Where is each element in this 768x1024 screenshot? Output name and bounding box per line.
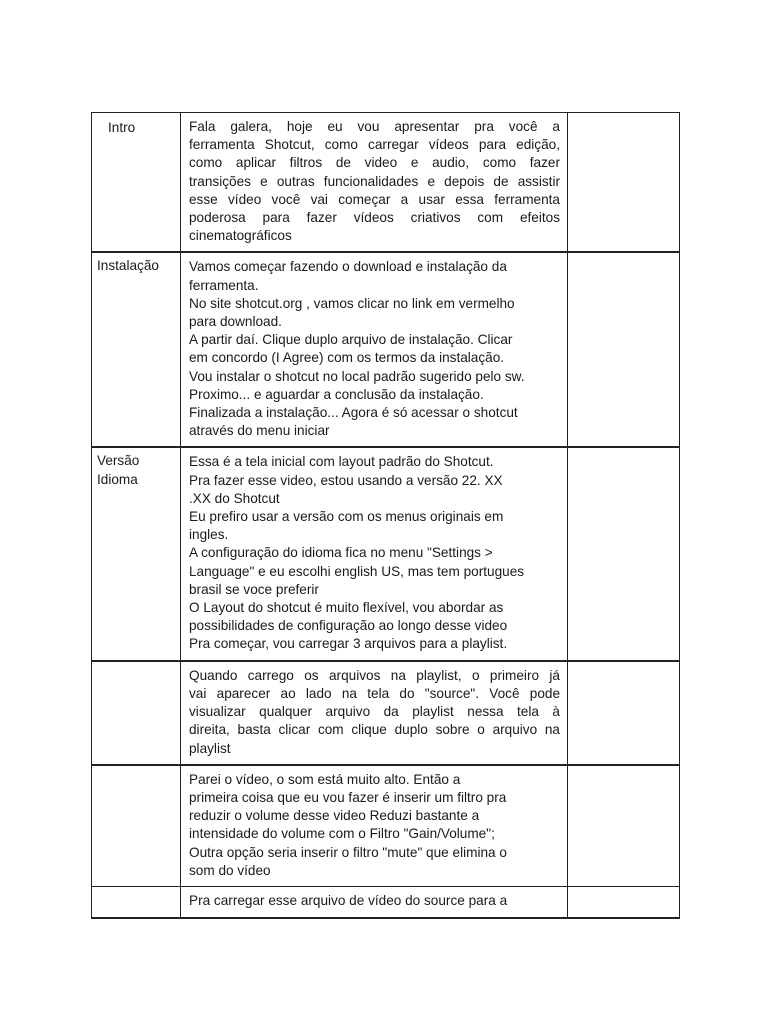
content-line: visualizar qualquer arquivo da playlist nessa tela à xyxy=(189,704,560,720)
content-line: brasil se voce preferir xyxy=(189,581,319,597)
notes-cell xyxy=(568,886,680,918)
content-cell xyxy=(181,447,568,660)
content-line: Outra opção seria inserir o filtro "mute" que elimina o xyxy=(189,844,507,860)
content-cell xyxy=(181,765,568,887)
content-line: Fala galera, hoje eu vou apresentar pra você a xyxy=(189,119,560,134)
content-line: intensidade do volume com o Filtro "Gain/Volume"; xyxy=(189,826,495,842)
notes-cell xyxy=(568,661,680,765)
content-line: Finalizada a instalação... Agora é só acessar o shotcut xyxy=(189,405,518,421)
content-line: poderosa para fazer vídeos criativos com efeitos xyxy=(189,210,560,226)
content-line: Vamos começar fazendo o download e instalação da xyxy=(189,259,507,275)
content-line: ferramenta Shotcut, como carregar vídeos para edição, xyxy=(189,137,560,153)
content-line: em concordo (I Agree) com os termos da instalação. xyxy=(189,350,505,366)
table-row xyxy=(92,661,680,765)
content-line: playlist xyxy=(189,740,231,756)
section-label-cell xyxy=(92,661,181,765)
content-line: Quando carrego os arquivos na playlist, o primeiro já xyxy=(189,667,560,683)
section-label: Versão xyxy=(97,453,140,469)
table-row xyxy=(92,447,680,660)
section-label-cell xyxy=(92,113,181,253)
content-line: Eu prefiro usar a versão com os menus originais em xyxy=(189,509,504,525)
content-line: para download. xyxy=(189,314,282,330)
notes-cell xyxy=(568,765,680,887)
section-label: Idioma xyxy=(97,471,138,487)
content-line: através do menu iniciar xyxy=(189,423,330,439)
content-cell xyxy=(181,113,568,253)
content-line: ingles. xyxy=(189,527,229,543)
content-line: cinematográficos xyxy=(189,228,292,244)
section-label-cell xyxy=(92,252,181,447)
content-cell xyxy=(181,252,568,447)
content-line: som do vídeo xyxy=(189,862,271,878)
notes-cell xyxy=(568,252,680,447)
content-line: Vou instalar o shotcut no local padrão sugerido pelo sw. xyxy=(189,368,525,384)
content-line: Proximo... e aguardar a conclusão da instalação. xyxy=(189,386,484,402)
content-line: vai aparecer ao lado na tela do "source". Você pode xyxy=(189,685,560,701)
content-line: ferramenta. xyxy=(189,277,259,293)
script-table xyxy=(91,112,680,919)
content-line: como aplicar filtros de video e audio, como fazer xyxy=(189,155,560,171)
content-line: esse vídeo você vai começar a usar essa ferramenta xyxy=(189,191,560,207)
section-label: Intro xyxy=(108,120,136,135)
content-line: A configuração do idioma fica no menu "Settings > xyxy=(189,545,493,561)
content-line: reduzir o volume desse video Reduzi bastante a xyxy=(189,808,480,824)
section-label-cell xyxy=(92,765,181,887)
content-line: transições e outras funcionalidades e depois de assistir xyxy=(189,173,560,189)
content-cell xyxy=(181,661,568,765)
section-label-cell xyxy=(92,886,181,918)
content-line: O Layout do shotcut é muito flexível, vou abordar as xyxy=(189,600,504,616)
table-row xyxy=(92,765,680,887)
notes-cell xyxy=(568,113,680,253)
section-label: Instalação xyxy=(97,258,159,274)
table-row xyxy=(92,113,680,253)
content-line: possibilidades de configuração ao longo desse video xyxy=(189,618,508,634)
content-cell xyxy=(181,886,568,918)
content-line: A partir daí. Clique duplo arquivo de instalação. Clicar xyxy=(189,332,513,348)
content-line: direita, basta clicar com clique duplo sobre o arquivo na xyxy=(189,722,560,738)
table-row xyxy=(92,252,680,447)
content-line: .XX do Shotcut xyxy=(189,490,280,506)
content-line: Parei o vídeo, o som está muito alto. Então a xyxy=(189,771,461,787)
notes-cell xyxy=(568,447,680,660)
section-label-cell xyxy=(92,447,181,660)
content-line: Essa é a tela inicial com layout padrão do Shotcut. xyxy=(189,454,494,470)
content-line: Pra começar, vou carregar 3 arquivos para a playlist. xyxy=(189,636,508,652)
content-line: Language" e eu escolhi english US, mas tem portugues xyxy=(189,563,525,579)
content-line: Pra fazer esse video, estou usando a versão 22. XX xyxy=(189,472,503,488)
content-line: primeira coisa que eu vou fazer é inserir um filtro pra xyxy=(189,789,507,805)
content-line: Pra carregar esse arquivo de vídeo do source para a xyxy=(189,892,508,908)
content-line: No site shotcut.org , vamos clicar no link em vermelho xyxy=(189,295,515,311)
table-row xyxy=(92,886,680,918)
